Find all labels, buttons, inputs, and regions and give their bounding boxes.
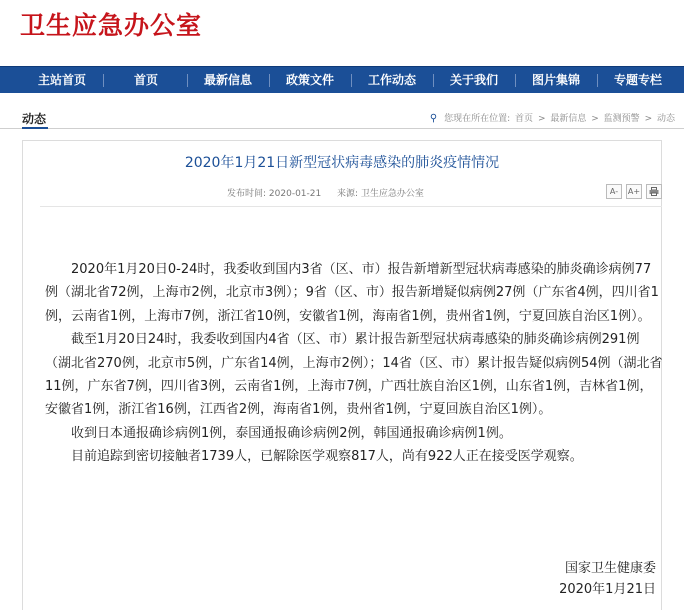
- nav-item-policy[interactable]: 政策文件: [285, 73, 334, 87]
- breadcrumb-separator: >: [537, 114, 546, 124]
- breadcrumb-link-monitoring[interactable]: 监测预警: [603, 114, 640, 124]
- print-button[interactable]: [646, 184, 662, 199]
- main-nav: [0, 66, 684, 93]
- article-paragraph: 截至1月20日24时，我委收到国内4省（区、市）累计报告新型冠状病毒感染的肺炎确诊病例291例（湖北省270例，北京市5例，广东省14例，上海市2例）；14省（区、市）累计报告疑似病例54例（湖北省11例，广东省7例，四川省3例，云南省1例，上海市7例，广西壮族自治区1例，山东省1例，吉林省1例，安徽省1例，浙江省16例，江西省2例，海南省1例，贵州省1例，宁夏回族自治区1例）。: [45, 332, 663, 418]
- nav-divider: [103, 74, 104, 87]
- article-body: [45, 258, 663, 469]
- breadcrumb: [429, 111, 676, 124]
- section-divider: [0, 128, 684, 129]
- source-name: 卫生应急办公室: [360, 189, 424, 199]
- nav-item-main-home[interactable]: 主站首页: [37, 73, 86, 87]
- section-title: 动态: [22, 112, 47, 126]
- location-pin-icon: ⚲: [429, 113, 438, 124]
- article-paragraph: 2020年1月20日0-24时，我委收到国内3省（区、市）报告新增新型冠状病毒感染的肺炎确诊病例77例（湖北省72例，上海市2例，北京市3例）；9省（区、市）报告新增疑似病例27例（广东省4例，四川省1例，云南省1例，上海市7例，浙江省10例，安徽省1例，海南省1例，贵州省1例，宁夏回族自治区1例）。: [45, 262, 659, 324]
- signature-org: 国家卫生健康委: [564, 561, 656, 576]
- meta-divider: [40, 206, 662, 207]
- signature-date: 2020年1月21日: [559, 582, 656, 597]
- publish-label: 发布时间:: [227, 189, 267, 199]
- article-title: 2020年1月21日新型冠状病毒感染的肺炎疫情情况: [184, 155, 500, 171]
- font-smaller-button[interactable]: A-: [606, 184, 622, 199]
- breadcrumb-prefix: 您现在所在位置:: [444, 114, 511, 124]
- section-underline: [22, 127, 48, 129]
- publish-date: 2020-01-21: [268, 189, 322, 199]
- site-logo[interactable]: 卫生应急办公室: [20, 11, 203, 40]
- nav-item-latest[interactable]: 最新信息: [203, 73, 252, 87]
- source-label: 来源:: [336, 189, 359, 199]
- breadcrumb-separator: >: [644, 114, 653, 124]
- breadcrumb-separator: >: [591, 114, 599, 124]
- breadcrumb-current[interactable]: 动态: [656, 114, 675, 124]
- nav-item-about[interactable]: 关于我们: [449, 73, 498, 87]
- nav-item-work[interactable]: 工作动态: [367, 73, 416, 87]
- breadcrumb-link-home[interactable]: 首页: [515, 114, 534, 124]
- article-paragraph: 收到日本通报确诊病例1例，泰国通报确诊病例2例，韩国通报确诊病例1例。: [71, 425, 512, 441]
- nav-item-topics[interactable]: 专题专栏: [613, 73, 662, 87]
- print-icon: [649, 187, 659, 196]
- article-meta: [227, 186, 424, 199]
- nav-item-home[interactable]: 首页: [133, 73, 158, 87]
- article-paragraph: 目前追踪到密切接触者1739人，已解除医学观察817人，尚有922人正在接受医学观察。: [71, 449, 583, 465]
- font-larger-button[interactable]: A+: [626, 184, 642, 199]
- nav-item-gallery[interactable]: 图片集锦: [531, 73, 580, 87]
- breadcrumb-link-latest[interactable]: 最新信息: [550, 114, 587, 124]
